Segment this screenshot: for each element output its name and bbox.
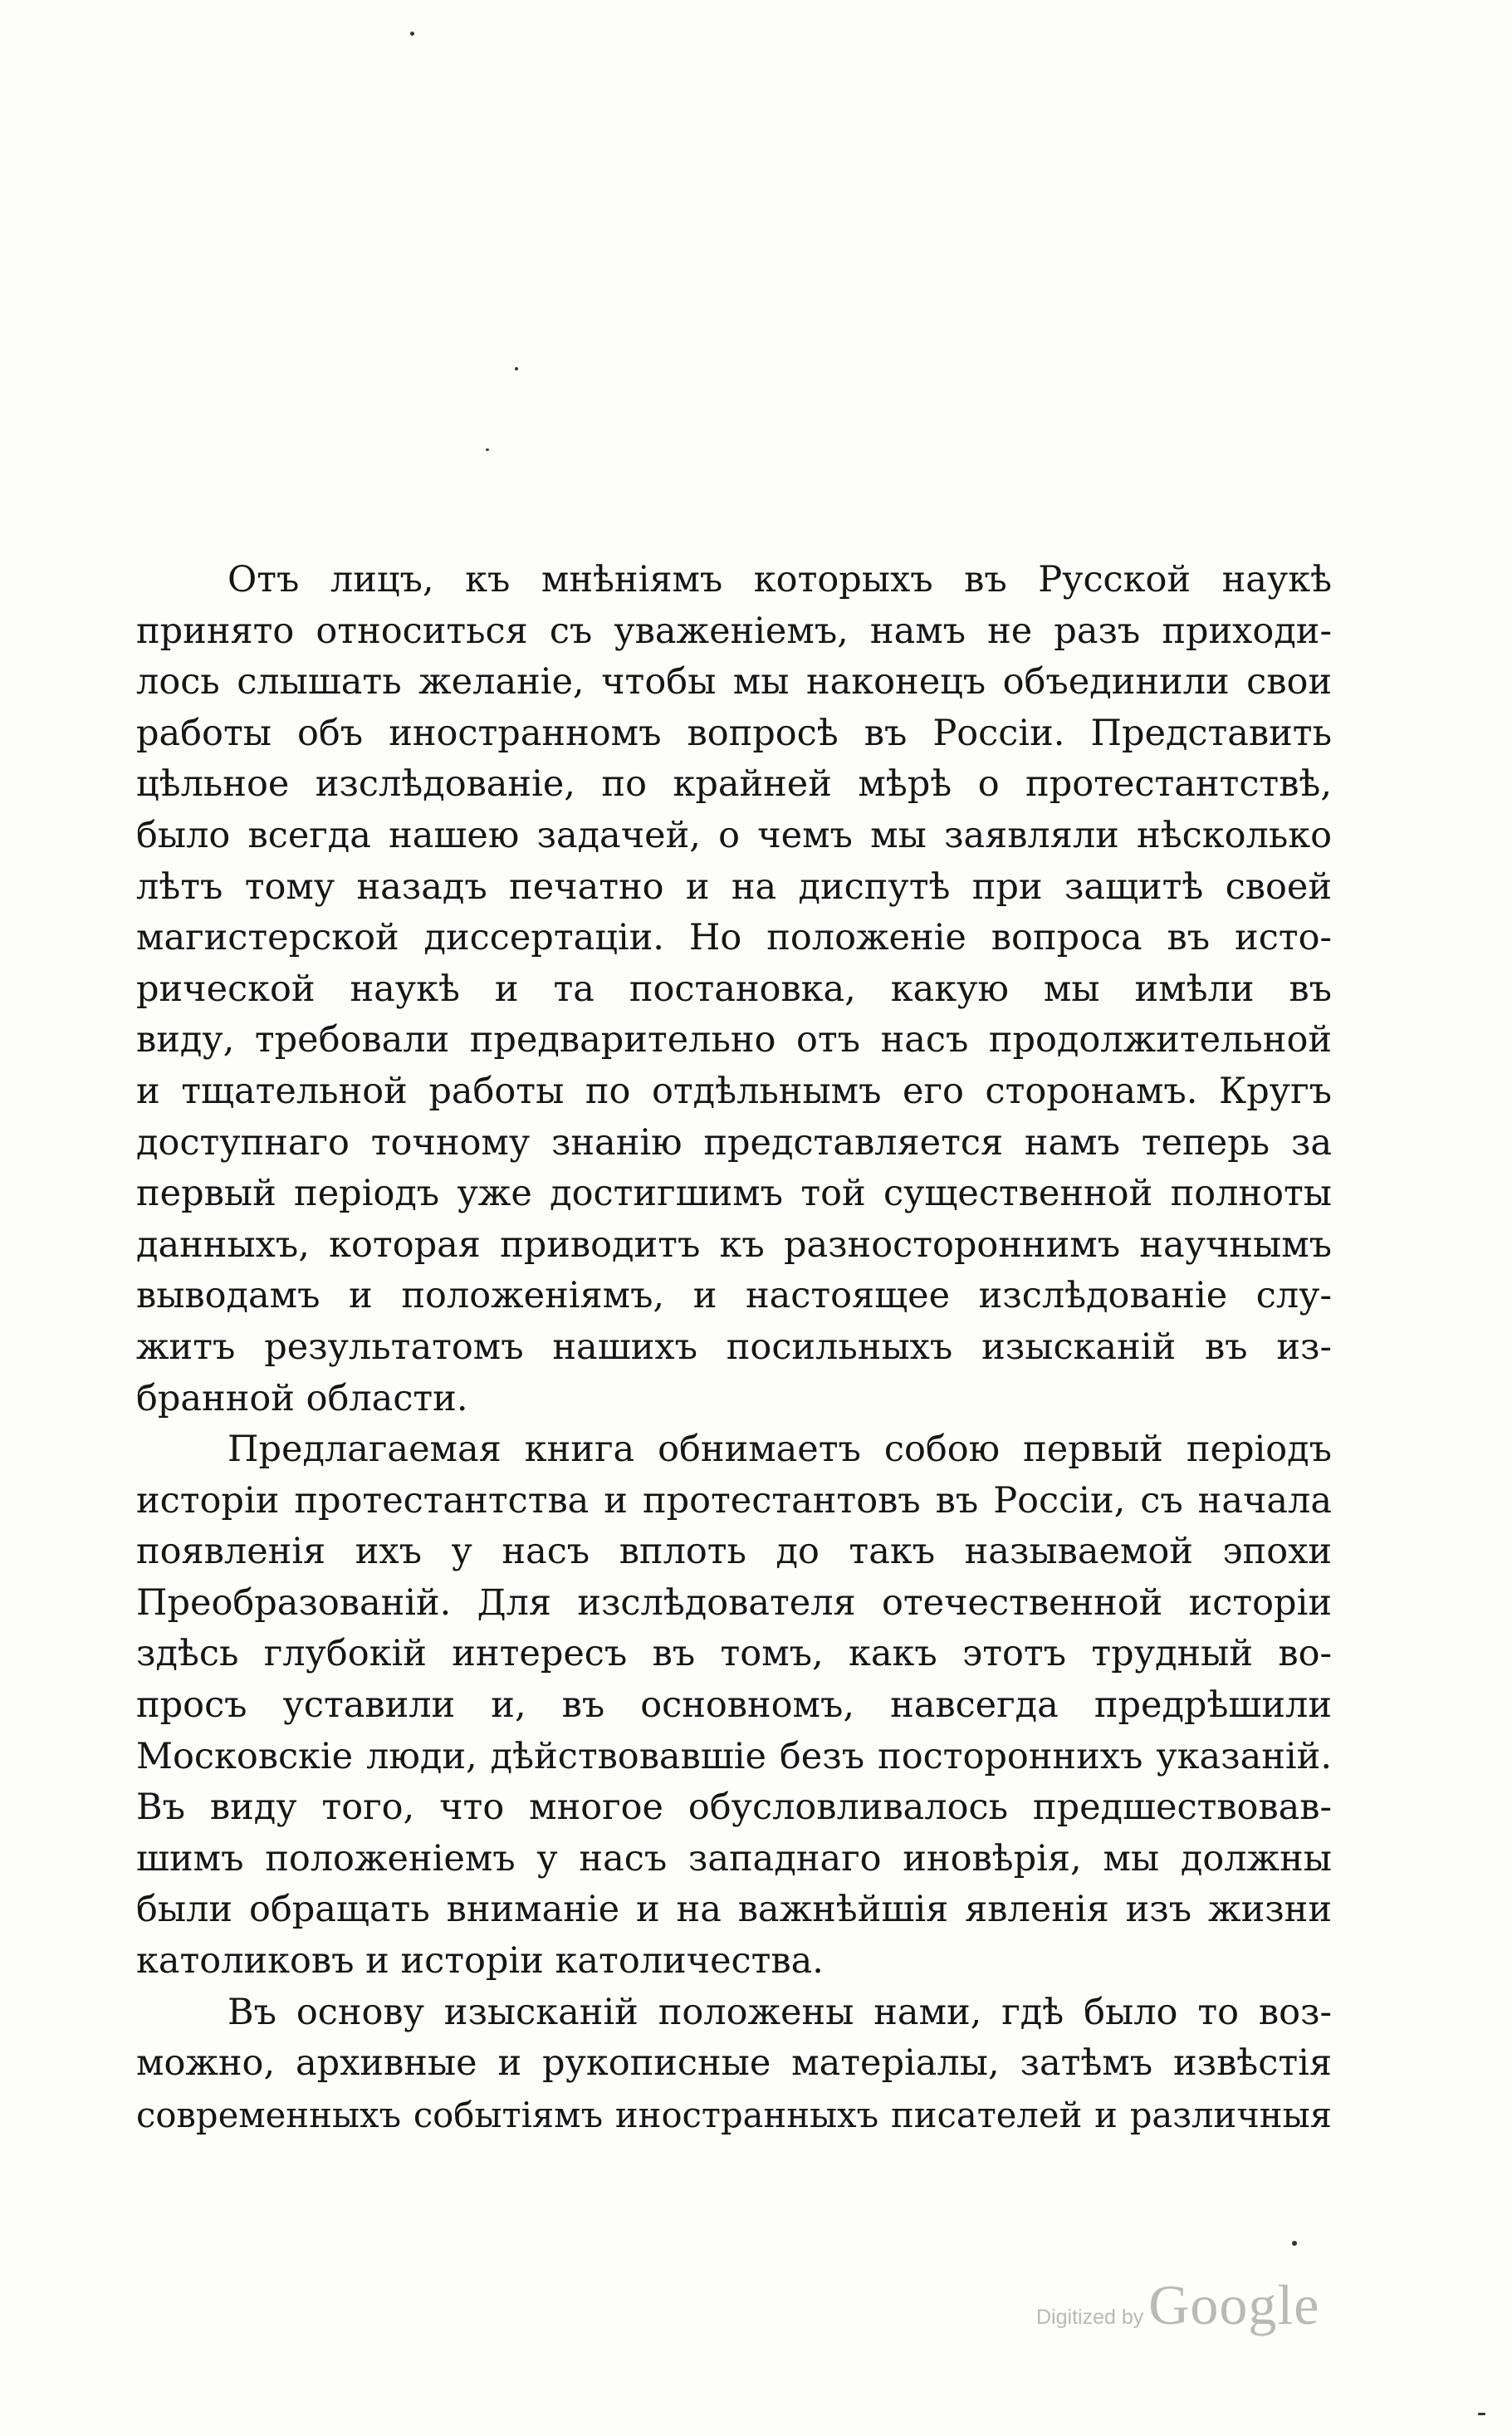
text-line: было всегда нашею задачей, о чемъ мы заявляли нѣсколько bbox=[136, 814, 1332, 856]
text-line: принято относиться съ уваженіемъ, намъ не разъ приходи- bbox=[136, 610, 1332, 652]
paragraph-1 bbox=[136, 555, 1332, 1424]
scan-speck bbox=[410, 32, 414, 36]
text-line: Предлагаемая книга обнимаетъ собою первый періодъ bbox=[228, 1429, 1332, 1471]
text-line: лѣтъ тому назадъ печатно и на диспутѣ при защитѣ своей bbox=[136, 865, 1332, 908]
text-line: здѣсь глубокій интересъ въ томъ, какъ этотъ трудный во- bbox=[136, 1633, 1332, 1675]
text-line: Въ основу изысканій положены нами, гдѣ было то воз- bbox=[228, 1991, 1332, 2033]
scan-speck bbox=[1478, 2413, 1485, 2415]
text-line: доступнаго точному знанію представляется намъ теперь за bbox=[136, 1121, 1332, 1164]
text-line: работы объ иностранномъ вопросѣ въ Россіи. Представить bbox=[136, 712, 1332, 754]
scan-speck bbox=[515, 367, 518, 370]
text-line: и тщательной работы по отдѣльнымъ его сторонамъ. Кругъ bbox=[136, 1070, 1332, 1112]
text-line: цѣльное изслѣдованіе, по крайней мѣрѣ о протестантствѣ, bbox=[136, 763, 1332, 806]
text-line: можно, архивные и рукописные матеріалы, затѣмъ извѣстія bbox=[136, 2042, 1332, 2085]
text-line: данныхъ, которая приводитъ къ разностороннимъ научнымъ bbox=[136, 1223, 1332, 1266]
body-text bbox=[136, 555, 1332, 2140]
text-line: появленія ихъ у насъ вплоть до такъ называемой эпохи bbox=[136, 1531, 1332, 1573]
text-line: виду, требовали предварительно отъ насъ продолжительной bbox=[136, 1019, 1332, 1061]
paragraph-3 bbox=[136, 1988, 1332, 2141]
scan-speck bbox=[486, 448, 489, 451]
text-line: рической наукѣ и та постановка, какую мы имѣли въ bbox=[136, 968, 1332, 1010]
text-line: исторіи протестантства и протестантовъ въ Россіи, съ начала bbox=[136, 1479, 1332, 1522]
text-line: лось слышать желаніе, чтобы мы наконецъ объединили свои bbox=[136, 661, 1332, 703]
text-line: современныхъ событіямъ иностранныхъ писателей и различныя bbox=[136, 2094, 1332, 2135]
text-line: католиковъ и исторіи католичества. bbox=[136, 1940, 824, 1983]
text-line: бранной области. bbox=[136, 1377, 468, 1419]
text-line: Московскіе люди, дѣйствовавшіе безъ постороннихъ указаній. bbox=[136, 1735, 1332, 1777]
text-line: житъ результатомъ нашихъ посильныхъ изысканій въ из- bbox=[136, 1326, 1332, 1368]
text-line: были обращать вниманіе и на важнѣйшія явленія изъ жизни bbox=[136, 1889, 1332, 1931]
scan-speck bbox=[1292, 2241, 1297, 2246]
digitization-watermark bbox=[1036, 2272, 1320, 2336]
text-line: магистерской диссертаціи. Но положеніе вопроса въ исто- bbox=[136, 917, 1332, 959]
paragraph-2 bbox=[136, 1424, 1332, 1988]
text-line: выводамъ и положеніямъ, и настоящее изслѣдованіе слу- bbox=[136, 1275, 1332, 1317]
text-line: просъ уставили и, въ основномъ, навсегда предрѣшили bbox=[136, 1684, 1332, 1727]
text-line: шимъ положеніемъ у насъ западнаго иновѣрія, мы должны bbox=[136, 1837, 1332, 1880]
watermark-prefix: Digitized by bbox=[1036, 2306, 1144, 2329]
text-line: Въ виду того, что многое обусловливалось предшествовав- bbox=[136, 1787, 1332, 1829]
google-logo: Google bbox=[1148, 2273, 1320, 2336]
text-line: Преобразованій. Для изслѣдователя отечественной исторіи bbox=[136, 1581, 1332, 1624]
text-line: Отъ лицъ, къ мнѣніямъ которыхъ въ Русской наукѣ bbox=[228, 559, 1332, 600]
text-line: первый періодъ уже достигшимъ той существенной полноты bbox=[136, 1173, 1332, 1215]
